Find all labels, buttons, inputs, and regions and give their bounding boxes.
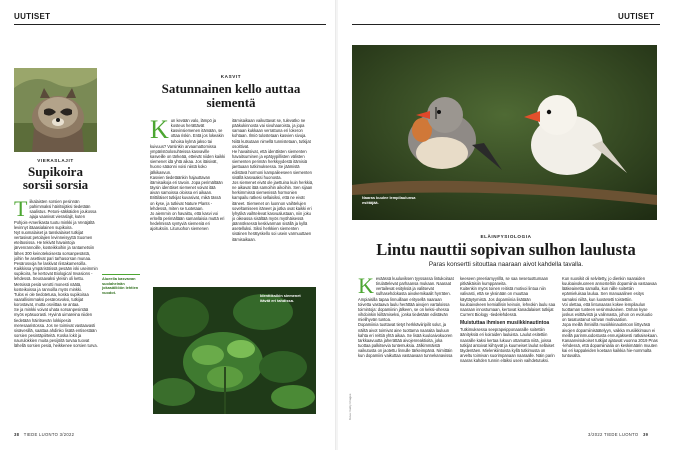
section-label-right: UUTISET bbox=[618, 12, 655, 21]
footer-right bbox=[588, 432, 648, 437]
raccoon-story-header bbox=[14, 158, 97, 191]
right-page bbox=[338, 0, 674, 450]
seed-body-text-1: un kevään valo, lämpö ja kosteus herättävät kasvinsiemenen itämään, se ottaa riskin. Entä jos lokeakin tuhoisa kylmä jakso tai kuivuus? Varsinkin arvaamattomissa ympäristöolosuhteissa kasvaville kasveille on tärkeää, etteivät niiden kaikki siemenet idä yhtä aikaa. Jos itäisivät, huono sääonni voisi niistä koko jälkikasvun. Kasvien tiedetäänkin hajauttavan itämisaikoja eri tavoin. Jopa perimältään täysin identtiset siemenet voivat itää aivan samoissa oloissa eri aikaan. Brittiläiset tutkijat kuvasivat, mikä tässä on kyse, ja tutkivat Nature Plants -lehdessä, miten se tuotetaan. Jo aiemmin on havaittu, että kasvi voi eritellä perimältään samanlaisia muttä eri hedelmissä syntyviä siemeniä eri ajoituksiin. Lituruohon siemenen bbox=[150, 118, 226, 232]
seed-kicker: KASVIT bbox=[220, 74, 242, 79]
seed-title: Satunnainen kello auttaa siementä bbox=[161, 81, 301, 110]
raccoon-dog-photo bbox=[14, 68, 97, 152]
bird-body-text-2: keeseen preeriamyyrillä, se saa nesetuottumaan pitkäikäisiin kumppaneita. Kuitenkin myös toinen reitistä motivoi lintua niin valivasti, että se yksinään on muuttaa käyttäytymistä. Jos dopamiinia lisätään kuuloaivokeen kemiallisin keinoin, lehvokin laulu saa naaraan innostumaan, kertovat kanadalaiset tutkijat Current Biology -tiedelehdessä. bbox=[460, 276, 556, 318]
seedling-photo bbox=[153, 287, 316, 414]
bird-story-header bbox=[352, 234, 660, 268]
bird-kicker: ELÄINFYSIOLOGIA bbox=[480, 234, 532, 239]
footer-issue-left: TIEDE LUONTO 3/2022 bbox=[23, 432, 75, 437]
raccoon-body-text: iikalaisten sorsien pesinnän pahimmaksi häiritsijäksi tiedetään saalistus. Petoni-säkkäiden joukossa ajaja vaanivat vieraslajit, kuten Pohjois-Amerikasta tuotu minkki ja Venäjältä levinnyt itäaasialainen supikoira. Nyt suomalaiset ja tanskalaiset tutkijat vertasivat petolajien levinneisyyttä Suomen eteläosissa. He tekivät havaintoja järvenrannoille, kosteikkoihin ja rantametsiin lähes 300 keinotekoisesta sorsanpesästä, joihin he asettivat pari tarhasorsan munaa. Pesärosvoja he laskivat riistakameroilla. Kaikkissa ympäristöissä pesään iski useimmin supikoira, he kertovat Biological Invasions -lehdessä. Seuraavaksi yleisin oli kettu. Metsissä pesiä verotti monesti näätä, kosteikoissa ja rannoilla myös minkki. Tulos ei ole tiedotetusa, koska supikoiraa vaarallisimmaksi pesärosvoksi, tutkijat korostavat, mutta osviittaa se antaa. Se ja minkki voivat uhata sorsanpesintää myös epäsuorasti. Hyvinä uimareina niiden tiedetään häiritsevän lokkipesiä meresaaristossa. Jos ne toimivat vastaavasti sisävesillä, saattaa ahdinko lisätä entisestään sorsien pesintäpiirteitä. Koska lokit ja naurulokkien muita pesijöitä turvaa tuovat lähellä sorsien pesiä, heikkenee sorsien turva. bbox=[14, 199, 98, 349]
top-rule-right bbox=[352, 24, 660, 25]
photo-credit: Kuva: Getty Images bbox=[348, 393, 352, 420]
raccoon-dropcap: T bbox=[14, 199, 28, 221]
footer-left bbox=[14, 432, 74, 437]
seedling-photo-caption: Identtiksikin siemenet itävät eri tahdissa. bbox=[260, 293, 301, 303]
seed-body-column-2 bbox=[232, 118, 314, 283]
bird-deck: Paras konsertti sitouttaa naaraan aivot kahdella tavalla. bbox=[428, 261, 584, 268]
bird-body-text-2b: Tutkimuksessa seeprapeipponaaraille soitettiin äänityksiä eri koiraiden lauluista. Laulut esitettiin naaraille kaksi kertaa lukuun ottamatta niitä, joissa tutkijat antoivat kiihtyvät ja kuumeiset laulut sellaiset täydentäen. Mielenkiintoista kyllä tutkimusta on arveltu toimivan suorimpanaan naaraalle. Näin parin naaras kahden tunnin eläiksi usein vaihdetutuksi. bbox=[460, 327, 555, 364]
bird-body-text-1: eväässä kuuluviksen tyyssassa lintukoiraat tirulattelevat parhaansa mukaan. Naaraat vertailevat esityksiä ja valitsevat sulhasehdokasta aivokemikaalit hyrräten. Ampiaisilla tapaa linnuillaan eritysellä naaraan toivetta vastaava laulu herättää aivojen vartaloissa toimintoja: dopamiinin jälkeen, se on keksi-ohessa vihdoinkin kiiltämiseksi, jonka tiedetään edistävän mielihyvän tuntoa. Dopamiinia tuottavat tietyt herkkäviiripilit solut, ja näiltä aivot toimivat aine tuottama naaraita lauluun kahta eri reittiä yhtä aikaa. Se lisää kuuloaivokuoren tarkkaavuutta jaherättää aivojenreaktioita, joka tuottaa palkitsevia tuntemuksia. Jälkimmäistä vaikutusta on jaotettu linnulle tärkeimpänä. Nimittäin kun dopamiini vaikuttaa vastaavaan tunnekanavissa bbox=[358, 276, 454, 359]
bird-body-column-3 bbox=[562, 276, 658, 430]
bird-subhead: Muistuttaa ihmisen musiikkinautintoa bbox=[460, 320, 550, 327]
bird-body-column-1 bbox=[358, 276, 454, 430]
footer-issue-right: 3/2022 TIEDE LUONTO bbox=[588, 432, 639, 437]
raccoon-body-column bbox=[14, 199, 98, 427]
page-number-right: 39 bbox=[642, 432, 649, 437]
seed-body-text-2: itämisaikaan vaikuttavat se, tulevatko ne pääkukinnosta vai sivuhaaroista, ja jopa samaan kukkaan verrattuna eri lokeron kohtaan. Ilmiö tulostetaan kasvien sivuja. Niitä kutsutaan nimellä tunnistetaan, tutkijat osoittivat. He havaitsivat, että identtisten siementen havaitsuminen ja epätyypillisten välisten siementen perimän herkkyydestä itämisiä jaettuaan tutkimuksessa. Se jäämistä edistävä hormoni kampaileeseen siementen sisällä kasvaaksi huonosta. Jos siemenet eivät ole jaettuina kuin herkkiä, ne aikavat itää samoihin aikoihin. Sen sijaan herkimmissä siemenissä hormonien kampailu ratkesi sellaisiksi, että ne eivät itäneet. Siemenet on luonnon vaihtelujen soveltamiseen itäneet ja jotka ovat kaikki eri lyhytikä vaihtelevat kasvualustaan, niin joku jo oikeassa sisältää myös myöhäisessä jäännöksessä keskivarman sisällä ja kyllä asetelluksi. Siksi herkkien siementen sisäinen herätyskello soi usein varmuuttaen itämisaikaan. bbox=[232, 118, 314, 242]
zebra-finch-photo bbox=[352, 45, 657, 220]
page-number-left: 38 bbox=[14, 432, 20, 437]
seed-dropcap: K bbox=[150, 118, 169, 144]
top-rule-left bbox=[14, 24, 326, 25]
pull-quote-box bbox=[102, 274, 140, 295]
bird-title: Lintu nauttii sopivan sulhon laulusta bbox=[376, 240, 636, 259]
raccoon-title: Supikoira sorsii sorsia bbox=[22, 164, 89, 192]
seed-story-header bbox=[145, 74, 317, 109]
bird-photo-caption: Naaras kuulee lempilaulunsa esittäjää. bbox=[362, 195, 416, 205]
bird-body-text-3: Kun suosikit oli selvitetty, jo dienkin naaraiden kuuloaivokuoreen annosteltiin dopamiinia vastaavaa lääkeainetta samalla, kun niille soitettiin epämieluisaa laulua. Sen manuaalinen esitys samaksi niiltä, kun luostetetti toistettiin. Voi olettaa, että lintunaaras kokee lempilaulun tuottaman tunteen vesinmukainen. Onhan kyse joskus esittävistä ja valinnasta, johon on evoluutio on tasatustanut vahvan motivaation. Jopa meillä ihmisillä musiikkinautintoon liittyväsä aivojen dopamiinisäätelyyn, vaikka musiikkimaun ei meillä parinmuodostusta ennusjaksesti ratkaisekaan. Kanaanvisukoiset tutkijat ajatuvat vuonna 2019 Pnas -lehdessä, että dopamiinialia on keskimäärin muuten kai eri kappaleiden koetaan kaikkia hie-nommalta tuntuvalta. bbox=[562, 276, 658, 359]
seed-body-column-1 bbox=[150, 118, 226, 283]
left-page bbox=[0, 0, 336, 450]
raccoon-kicker: VIERASLAJIT bbox=[37, 158, 74, 163]
section-label-left: UUTISET bbox=[14, 12, 51, 21]
bird-dropcap: K bbox=[358, 276, 374, 298]
bird-body-column-2 bbox=[460, 276, 556, 430]
pull-quote-text: Alueella kasvavan suolaheinän jokasäiliöön lehtien vuodot. bbox=[102, 276, 139, 295]
